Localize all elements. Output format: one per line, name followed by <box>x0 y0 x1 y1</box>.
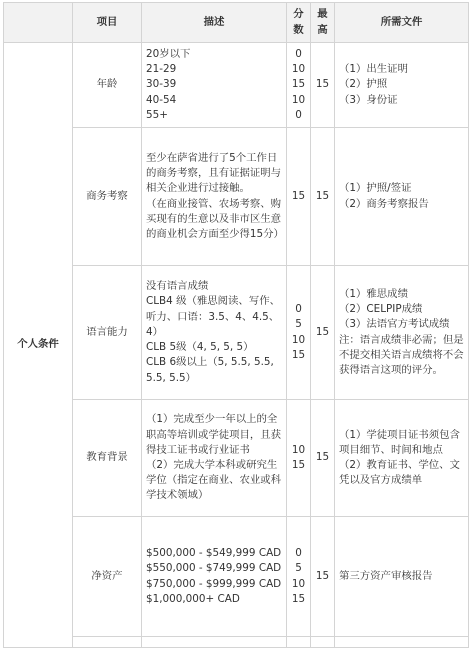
header-docs: 所需文件 <box>335 3 469 43</box>
docs-cell <box>335 637 469 648</box>
docs-cell: （1）出生证明 （2）护照 （3）身份证 <box>335 43 469 128</box>
header-score: 分数 <box>287 3 311 43</box>
description-cell: $500,000 - $549,999 CAD $550,000 - $749,999 CAD $750,000 - $999,999 CAD $1,000,000+ CAD <box>142 517 287 637</box>
table-row-partial <box>4 637 469 648</box>
item-cell: 年龄 <box>73 43 142 128</box>
eligibility-table <box>3 2 469 648</box>
max-cell <box>311 637 335 648</box>
docs-cell: 第三方资产审核报告 <box>335 517 469 637</box>
score-cell: 15 <box>287 128 311 266</box>
table-row <box>4 128 469 266</box>
max-cell: 15 <box>311 517 335 637</box>
max-cell: 15 <box>311 266 335 400</box>
description-cell: 20岁以下 21-29 30-39 40-54 55+ <box>142 43 287 128</box>
description-cell: 没有语言成绩 CLB4 级（雅思阅读、写作、听力、口语：3.5、4、4.5、4） CLB 5级（4, 5, 5, 5） CLB 6级以上（5, 5.5, 5.5, 5.5, 5.5） <box>142 266 287 400</box>
item-cell: 净资产 <box>73 517 142 637</box>
description-cell: 至少在萨省进行了5个工作日的商务考察，且有证据证明与相关企业进行过接触。 （在商业接管、农场考察、购买现有的生意以及非市区生意的商业机会方面至少得15分） <box>142 128 287 266</box>
header-category <box>4 3 73 43</box>
score-cell <box>287 637 311 648</box>
max-cell: 15 <box>311 43 335 128</box>
docs-cell: （1）雅思成绩 （2）CELPIP成绩 （3）法语官方考试成绩 注：语言成绩非必需；但是不提交相关语言成绩将不会获得语言这项的评分。 <box>335 266 469 400</box>
score-cell: 10 15 <box>287 400 311 517</box>
table-row <box>4 517 469 637</box>
item-cell: 商务考察 <box>73 128 142 266</box>
item-cell: 语言能力 <box>73 266 142 400</box>
item-cell: 教育背景 <box>73 400 142 517</box>
header-description: 描述 <box>142 3 287 43</box>
score-cell: 0 5 10 15 <box>287 266 311 400</box>
score-cell: 0 10 15 10 0 <box>287 43 311 128</box>
item-cell <box>73 637 142 648</box>
header-item: 项目 <box>73 3 142 43</box>
table-row <box>4 43 469 128</box>
max-cell: 15 <box>311 400 335 517</box>
table-row <box>4 400 469 517</box>
score-cell: 0 5 10 15 <box>287 517 311 637</box>
header-max: 最高 <box>311 3 335 43</box>
docs-cell: （1）学徒项目证书须包含项目细节、时间和地点 （2）教育证书、学位、文凭以及官方成绩单 <box>335 400 469 517</box>
description-cell: （1）完成至少一年以上的全职高等培训或学徒项目，且获得技工证书或行业证书 （2）完成大学本科或研究生学位（指定在商业、农业或科学技术领域） <box>142 400 287 517</box>
max-cell: 15 <box>311 128 335 266</box>
category-cell: 个人条件 <box>4 43 73 648</box>
table-row <box>4 266 469 400</box>
description-cell <box>142 637 287 648</box>
docs-cell: （1）护照/签证 （2）商务考察报告 <box>335 128 469 266</box>
table-header-row <box>4 3 469 43</box>
